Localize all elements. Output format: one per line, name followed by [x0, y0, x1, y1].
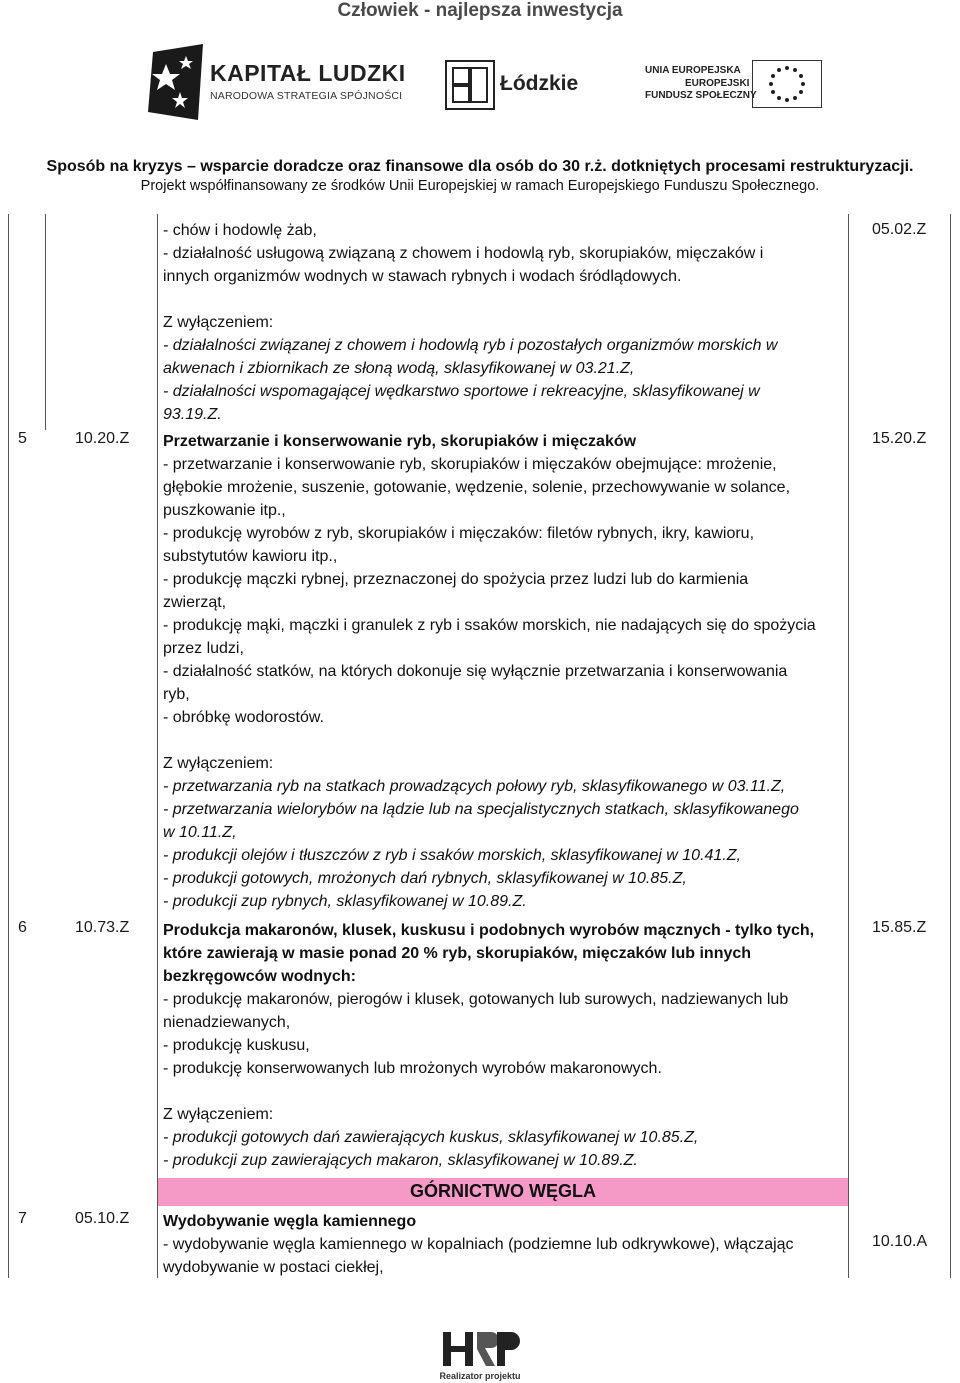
row5-line: - działalność statków, na których dokonuje się wyłącznie przetwarzania i konserwowania — [163, 663, 788, 680]
row7-target-code: 10.10.A — [872, 1233, 928, 1250]
row6-line: nienadziewanych, — [163, 1014, 291, 1031]
row5-line: zwierząt, — [163, 594, 227, 611]
lodzkie-emblem-icon — [445, 60, 495, 110]
row5-target-code: 15.20.Z — [872, 430, 927, 447]
row5-exclusion-line: - produkcji gotowych, mrożonych dań rybnych, sklasyfikowanej w 10.85.Z, — [163, 870, 687, 887]
table-border-left — [8, 214, 9, 1278]
row6-title-line: które zawierają w masie ponad 20 % ryb, skorupiaków, mięczaków lub innych — [163, 945, 752, 962]
row4-line: innych organizmów wodnych w stawach rybnych i wodach śródlądowych. — [163, 268, 682, 285]
row4-line: - działalność usługową związaną z chowem i hodowlą ryb, skorupiaków, mięczaków i — [163, 245, 764, 262]
row5-line: substytutów kawioru itp., — [163, 548, 338, 565]
row6-target-code: 15.85.Z — [872, 919, 927, 936]
row5-exclusion-line: - przetwarzania ryb na statkach prowadzących połowy ryb, sklasyfikowanego w 03.11.Z, — [163, 778, 786, 795]
section-title: GÓRNICTWO WĘGLA — [410, 1181, 596, 1201]
row5-line: - produkcję wyrobów z ryb, skorupiaków i mięczaków: filetów rybnych, ikry, kawioru, — [163, 525, 755, 542]
row5-line: - obróbkę wodorostów. — [163, 709, 324, 726]
row5-line: ryb, — [163, 686, 190, 703]
hrp-logo — [435, 1328, 525, 1383]
row4-line: - chów i hodowlę żab, — [163, 222, 317, 239]
row4-exclusion-heading: Z wyłączeniem: — [163, 314, 274, 331]
eu-logo — [645, 60, 825, 110]
hrp-emblem-icon — [435, 1328, 525, 1370]
row5-code: 10.20.Z — [75, 430, 130, 447]
row6-line: - produkcję konserwowanych lub mrożonych wyrobów makaronowych. — [163, 1060, 662, 1077]
table-divider-2 — [157, 214, 158, 1278]
row5-line: - przetwarzanie i konserwowanie ryb, skorupiaków i mięczaków obejmujące: mrożenie, — [163, 456, 777, 473]
kapital-ludzki-name: KAPITAŁ LUDZKI — [210, 60, 406, 86]
row6-title-line: bezkręgowców wodnych: — [163, 968, 356, 985]
row6-exclusion-line: - produkcji gotowych dań zawierających kuskus, sklasyfikowanej w 10.85.Z, — [163, 1129, 699, 1146]
row5-line: głębokie mrożenie, suszenie, gotowanie, wędzenie, solenie, przechowywanie w solance, — [163, 479, 791, 496]
row6-number: 6 — [18, 919, 27, 936]
eu-text-line1: UNIA EUROPEJSKA — [645, 65, 741, 76]
row4-exclusion-line: - działalności wspomagającej wędkarstwo sportowe i rekreacyjne, sklasyfikowanej w — [163, 383, 760, 400]
row5-title: Przetwarzanie i konserwowanie ryb, skorupiaków i mięczaków — [163, 433, 637, 450]
row6-code: 10.73.Z — [75, 919, 130, 936]
row5-description — [163, 430, 816, 913]
eu-text — [645, 65, 757, 103]
row6-line: - produkcję makaronów, pierogów i klusek, gotowanych lub surowych, nadziewanych lub — [163, 991, 789, 1008]
section-header — [158, 1178, 848, 1206]
row5-exclusion-heading: Z wyłączeniem: — [163, 755, 274, 772]
project-subtitle: Sposób na kryzys – wsparcie doradcze oraz finansowe dla osób do 30 r.ż. dotkniętych procesami restrukturyzacji. — [46, 158, 914, 175]
table-border-right — [950, 214, 951, 1278]
row6-line: - produkcję kuskusu, — [163, 1037, 310, 1054]
row5-number: 5 — [18, 430, 27, 447]
lodzkie-logo — [445, 60, 585, 110]
eu-flag-icon — [752, 60, 822, 108]
row5-line: przez ludzi, — [163, 640, 244, 657]
row7-code: 05.10.Z — [75, 1210, 130, 1227]
kapital-ludzki-emblem-icon — [148, 42, 208, 122]
row5-exclusion-line: - produkcji olejów i tłuszczów z ryb i ssaków morskich, sklasyfikowanej w 10.41.Z, — [163, 847, 741, 864]
eu-text-line2: EUROPEJSKI — [685, 77, 750, 89]
row7-title: Wydobywanie węgla kamiennego — [163, 1213, 417, 1230]
hrp-caption: Realizator projektu — [439, 1371, 521, 1381]
lodzkie-name: Łódzkie — [500, 72, 579, 95]
row5-line: - produkcję mąki, mączki i granulek z ryb i ssaków morskich, nie nadających się do spożycia — [163, 617, 816, 634]
row4-target-code: 05.02.Z — [872, 221, 927, 238]
row5-exclusion-line: - przetwarzania wielorybów na lądzie lub na specjalistycznych statkach, sklasyfikowanego — [163, 801, 799, 818]
row6-description — [163, 919, 814, 1172]
row5-line: - produkcję mączki rybnej, przeznaczonej do spożycia przez ludzi lub do karmienia — [163, 571, 749, 588]
row4-exclusion-line: 93.19.Z. — [163, 406, 222, 423]
row5-exclusion-line: - produkcji zup rybnych, sklasyfikowanej w 10.89.Z. — [163, 893, 527, 910]
row7-description — [163, 1210, 794, 1279]
row7-line: - wydobywanie węgla kamiennego w kopalniach (podziemne lub odkrywkowe), włączając — [163, 1236, 794, 1253]
row4-exclusion-line: akwenach i zbiornikach ze słoną wodą, sklasyfikowanej w 03.21.Z, — [163, 360, 635, 377]
row5-line: puszkowanie itp., — [163, 502, 286, 519]
row7-line: wydobywanie w postaci ciekłej, — [163, 1259, 384, 1276]
table-divider-3 — [848, 214, 849, 1278]
kapital-ludzki-subtitle: NARODOWA STRATEGIA SPÓJNOŚCI — [210, 90, 403, 102]
kapital-ludzki-logo — [148, 42, 408, 122]
header-title: Człowiek - najlepsza inwestycja — [337, 0, 623, 21]
project-funding-note: Projekt współfinansowany ze środków Unii Europejskiej w ramach Europejskiego Funduszu Społecznego. — [140, 178, 820, 194]
row4-description — [163, 219, 777, 426]
row5-exclusion-line: w 10.11.Z, — [163, 824, 237, 841]
row4-exclusion-line: - działalności związanej z chowem i hodowlą ryb i pozostałych organizmów morskich w — [163, 337, 778, 354]
row6-title-line: Produkcja makaronów, klusek, kuskusu i podobnych wyrobów mącznych - tylko tych, — [163, 922, 815, 939]
row6-exclusion-heading: Z wyłączeniem: — [163, 1106, 274, 1123]
row6-exclusion-line: - produkcji zup zawierających makaron, sklasyfikowanej w 10.89.Z. — [163, 1152, 638, 1169]
table-divider-1 — [45, 214, 46, 430]
eu-text-line3: FUNDUSZ SPOŁECZNY — [645, 90, 757, 101]
row7-number: 7 — [18, 1210, 27, 1227]
